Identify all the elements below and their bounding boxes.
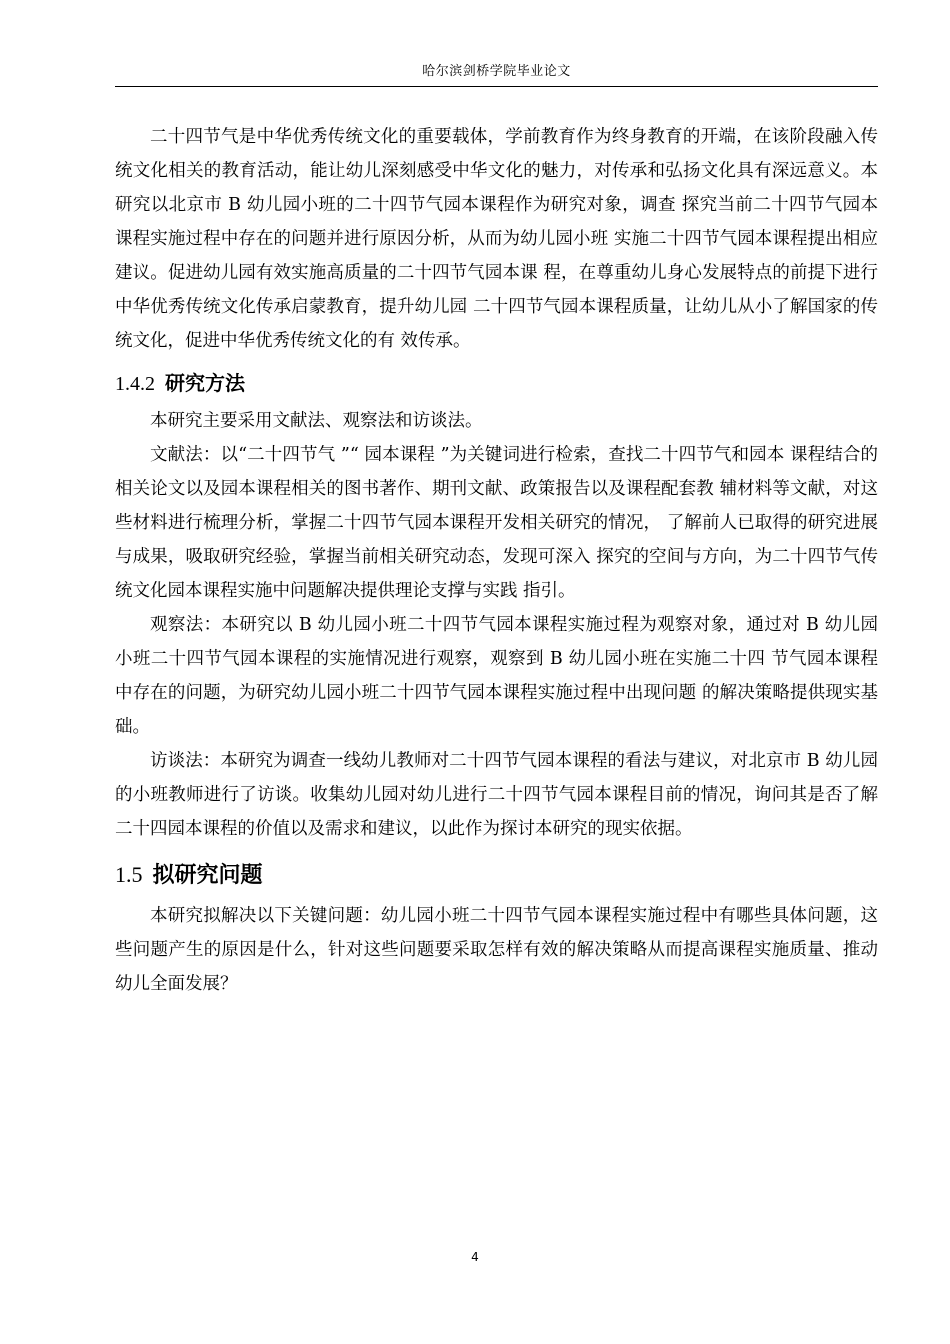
methods-overview-paragraph: 本研究主要采用文献法、观察法和访谈法。 [150, 411, 483, 431]
intro-paragraph: 二十四节气是中华优秀传统文化的重要载体，学前教育作为终身教育的开端，在该阶段融入传统文化相关的教育活动，能让幼儿深刻感受中华文化的魅力，对传承和弘扬文化具有深远意义。本研究以北京市 B 幼儿园小班的二十四节气园本课程作为研究对象，调查 探究当前二十四节气园本课程实施过程中存在的问题并进行原因分析，从而为幼儿园小班 实施二十四节气园本课程提出相应建议。促进幼儿园有效实施高质量的二十四节气园本课 程，在尊重幼儿身心发展特点的前提下进行中华优秀传统文化传承启蒙教育，提升幼儿园 二十四节气园本课程质量，让幼儿从小了解国家的传统文化，促进中华优秀传统文化的有 效传承。 [115, 127, 878, 351]
page-number: 4 [471, 1250, 479, 1264]
research-questions-paragraph: 本研究拟解决以下关键问题：幼儿园小班二十四节气园本课程实施过程中有哪些具体问题，这些问题产生的原因是什么，针对这些问题要采取怎样有效的解决策略从而提高课程实施质量、推动幼儿全面发展？ [115, 906, 878, 994]
document-body [115, 120, 878, 1001]
section-heading-1-5 [115, 852, 878, 899]
section-number: 1.5 [115, 862, 143, 887]
page-header-title: 哈尔滨剑桥学院毕业论文 [422, 64, 571, 79]
observation-method-paragraph: 观察法：本研究以 B 幼儿园小班二十四节气园本课程实施过程为观察对象，通过对 B 幼儿园小班二十四节气园本课程的实施情况进行观察，观察到 B 幼儿园小班在实施二十四 节气园本课程中存在的问题，为研究幼儿园小班二十四节气园本课程实施过程中出现问题 的解决策略提供现实基础。 [115, 615, 878, 737]
section-number: 1.4.2 [115, 373, 155, 395]
section-title: 研究方法 [165, 371, 245, 395]
header-divider [115, 86, 878, 87]
interview-method-paragraph: 访谈法：本研究为调查一线幼儿教师对二十四节气园本课程的看法与建议，对北京市 B 幼儿园的小班教师进行了访谈。收集幼儿园对幼儿进行二十四节气园本课程目前的情况，询问其是否了解二十四园本课程的价值以及需求和建议，以此作为探讨本研究的现实依据。 [115, 751, 878, 839]
literature-method-paragraph: 文献法：以“二十四节气 ”“ 园本课程 ”为关键词进行检索，查找二十四节气和园本 课程结合的相关论文以及园本课程相关的图书著作、期刊文献、政策报告以及课程配套教 辅材料等文献，对这些材料进行梳理分析，掌握二十四节气园本课程开发相关研究的情况， 了解前人已取得的研究进展与成果，吸取研究经验，掌握当前相关研究动态，发现可深入 探究的空间与方向，为二十四节气传统文化园本课程实施中问题解决提供理论支撑与实践 指引。 [115, 445, 878, 601]
section-title: 拟研究问题 [152, 863, 263, 888]
section-heading-1-4-2 [115, 363, 878, 404]
